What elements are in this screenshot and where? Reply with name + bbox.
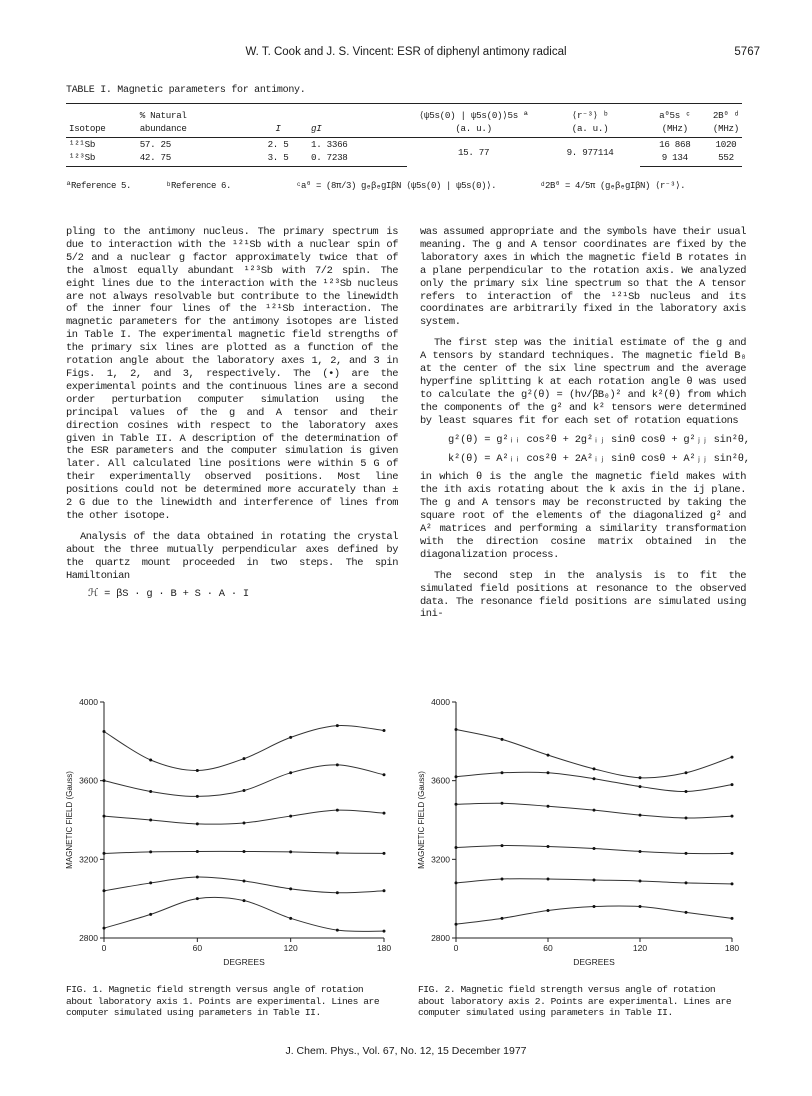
table-header-cell: abundance	[137, 122, 248, 138]
data-point	[685, 817, 688, 820]
data-point	[383, 812, 386, 815]
data-point	[639, 785, 642, 788]
data-point	[336, 929, 339, 932]
data-point	[383, 852, 386, 855]
data-point	[103, 815, 106, 818]
table-header-cell: ⟨ψ5s(0) | ψ5s(0)⟩5s ª	[407, 104, 541, 123]
data-point	[336, 763, 339, 766]
x-tick-label: 120	[283, 943, 298, 953]
data-point	[243, 899, 246, 902]
data-point	[685, 881, 688, 884]
data-point	[289, 850, 292, 853]
table-header-cell: gI	[308, 122, 407, 138]
table-header-cell: 2B⁰ ᵈ	[710, 104, 742, 123]
data-point	[639, 879, 642, 882]
running-title: W. T. Cook and J. S. Vincent: ESR of diphenyl antimony radical	[245, 46, 567, 58]
series-line-2	[456, 772, 732, 791]
data-point	[593, 878, 596, 881]
data-point	[149, 881, 152, 884]
left-text-column	[66, 226, 398, 607]
table-header-cell: (MHz)	[640, 122, 710, 138]
data-point	[243, 850, 246, 853]
y-axis-label: MAGNETIC FIELD (Gauss)	[417, 771, 426, 869]
table-cell: 2. 5	[267, 139, 289, 150]
running-header	[0, 46, 812, 62]
data-point	[501, 878, 504, 881]
x-tick-label: 120	[632, 943, 648, 953]
table-header-cell	[66, 104, 137, 123]
table-cell: ¹²³Sb	[66, 151, 137, 167]
table-header-cell	[248, 104, 308, 123]
journal-footer: J. Chem. Phys., Vol. 67, No. 12, 15 December 1977	[285, 1045, 527, 1057]
data-point	[731, 756, 734, 759]
x-tick-label: 180	[724, 943, 740, 953]
table-footnote: ᵇReference 6.	[166, 181, 232, 191]
data-point	[593, 905, 596, 908]
table-header-cell: (MHz)	[710, 122, 742, 138]
figure-1-chart	[60, 690, 400, 978]
x-tick-label: 180	[376, 943, 392, 953]
paragraph: The first step was the initial estimate of the g and A tensors by standard techniques. The magnetic field B₀ at the center of the six line spectrum and the average hyperfine splitting k at each rotation angle θ was used to calculate the g²(θ) = (hν/βB₀)² and k²(θ) from which the components of the g² and k² tensors were determined by least squares fit for each set of rotation equations	[420, 337, 746, 427]
table-cell: 57. 25	[139, 139, 171, 150]
figure-1-caption: FIG. 1. Magnetic field strength versus angle of rotation about laboratory axis 1. Points are experimental. Lines are computer simulated using parameters in Table II.	[66, 984, 380, 1019]
data-point	[103, 889, 106, 892]
data-point	[547, 909, 550, 912]
data-point	[455, 846, 458, 849]
table-header-cell	[308, 104, 407, 123]
table-cell: 42. 75	[137, 151, 248, 167]
data-point	[685, 790, 688, 793]
data-point	[731, 815, 734, 818]
data-point	[685, 911, 688, 914]
table-cell: 0. 7238	[308, 151, 407, 167]
right-text-column	[420, 226, 750, 621]
data-point	[196, 769, 199, 772]
data-point	[639, 776, 642, 779]
data-point	[289, 815, 292, 818]
y-tick-label: 4000	[431, 697, 450, 707]
equation-k-squared: k²(θ) = A²ᵢᵢ cos²θ + 2A²ᵢⱼ sinθ cosθ + A²ⱼⱼ sin²θ,	[448, 452, 750, 465]
table-footnote: ªReference 5.	[66, 181, 132, 191]
data-point	[336, 852, 339, 855]
data-point	[103, 779, 106, 782]
table-header-cell: I	[248, 122, 308, 138]
y-axis-label: MAGNETIC FIELD (Gauss)	[65, 771, 74, 869]
data-point	[547, 845, 550, 848]
table-caption: TABLE I. Magnetic parameters for antimony.	[66, 85, 306, 96]
data-point	[731, 917, 734, 920]
data-point	[103, 852, 106, 855]
data-point	[149, 850, 152, 853]
y-tick-label: 3600	[79, 775, 98, 786]
data-point	[639, 850, 642, 853]
data-point	[685, 852, 688, 855]
data-point	[731, 852, 734, 855]
data-point	[501, 802, 504, 805]
data-point	[243, 757, 246, 760]
magnetic-parameters-table	[66, 103, 742, 167]
data-point	[336, 809, 339, 812]
table-footnote: ᶜa⁰ = (8π/3) gₑβₑgIβN ⟨ψ5s(0) | ψ5s(0)⟩.	[296, 181, 497, 191]
data-point	[196, 850, 199, 853]
data-point	[547, 771, 550, 774]
data-point	[593, 767, 596, 770]
data-point	[547, 805, 550, 808]
data-point	[103, 730, 106, 733]
table-cell: 1020	[715, 139, 737, 150]
x-axis-label: DEGREES	[223, 957, 265, 967]
data-point	[336, 891, 339, 894]
data-point	[593, 809, 596, 812]
y-tick-label: 3200	[431, 854, 450, 865]
table-cell: 1. 3366	[311, 139, 348, 150]
data-point	[149, 913, 152, 916]
data-point	[196, 822, 199, 825]
paragraph: was assumed appropriate and the symbols have their usual meaning. The g and A tensor coordinates are fixed by the laboratory axes in which the magnetic field B rotates in a plane perpendicular to the rotation axis. We analyzed only the primary six line spectrum so that the A tensor refers to interaction of the ¹²¹Sb nucleus and its coordinates are arbitrarily fixed in the laboratory axis system.	[420, 226, 746, 329]
data-point	[455, 881, 458, 884]
y-tick-label: 3600	[431, 775, 450, 786]
figure-2-chart	[412, 690, 748, 978]
table-cell: 9 134	[640, 151, 710, 167]
series-line-1	[456, 730, 732, 778]
x-tick-label: 0	[101, 943, 107, 953]
data-point	[289, 887, 292, 890]
equation-hamiltonian: ℋ = βS · g · B + S · A · I	[88, 588, 249, 601]
table-header-cell: (a. u.)	[407, 122, 541, 138]
data-point	[547, 878, 550, 881]
data-point	[455, 728, 458, 731]
x-tick-label: 0	[453, 943, 459, 953]
y-tick-label: 2800	[431, 933, 450, 943]
table-row	[66, 138, 742, 152]
data-point	[501, 771, 504, 774]
table-footnote: ᵈ2B⁰ = 4/5π (gₑβₑgIβN) ⟨r⁻³⟩.	[540, 181, 686, 191]
table-cell: 3. 5	[248, 151, 308, 167]
paragraph: The second step in the analysis is to fit the simulated field positions at resonance to the observed data. The resonance field positions are simulated using ini-	[420, 569, 746, 621]
data-point	[289, 736, 292, 739]
data-point	[501, 844, 504, 847]
y-tick-label: 2800	[79, 933, 98, 943]
table-cell: ¹²¹Sb	[69, 139, 96, 150]
data-point	[501, 917, 504, 920]
equation-g-squared: g²(θ) = g²ᵢᵢ cos²θ + 2g²ᵢⱼ sinθ cosθ + g²ⱼⱼ sin²θ,	[448, 433, 750, 446]
data-point	[243, 789, 246, 792]
table-cell-shared-r: 9. 977114	[566, 146, 614, 158]
table-header-row-1	[66, 104, 742, 123]
table-cell: 552	[710, 151, 742, 167]
data-point	[639, 905, 642, 908]
table-header-cell: % Natural	[137, 104, 248, 123]
table-header-cell: a⁰5s ᶜ	[640, 104, 710, 123]
y-tick-label: 4000	[79, 697, 98, 707]
data-point	[383, 930, 386, 933]
data-point	[196, 897, 199, 900]
table-header-cell: ⟨r⁻³⟩ ᵇ	[540, 104, 639, 123]
paragraph: in which θ is the angle the magnetic field makes with the ith axis rotating about the k axis in the ij plane. The g and A tensors may be reconstructed by taking the square root of the elements of the diagonalized g² and A² matrices and performing a similarity transformation with the direction cosine matrix obtained in the diagonalization process.	[420, 471, 746, 561]
table-row	[66, 151, 742, 167]
table-header-cell: Isotope	[66, 122, 137, 138]
data-point	[149, 759, 152, 762]
y-tick-label: 3200	[79, 854, 98, 865]
data-point	[103, 927, 106, 930]
table-header-cell: (a. u.)	[540, 122, 639, 138]
series-line-5	[104, 877, 384, 893]
data-point	[685, 771, 688, 774]
data-point	[593, 777, 596, 780]
data-point	[547, 754, 550, 757]
paragraph: pling to the antimony nucleus. The primary spectrum is due to interaction with the ¹²¹Sb with a nuclear spin of 5/2 and a nuclear g factor approximately twice that of the almost equally abundant ¹²³Sb with 7/2 spin. The eight lines due to the interaction with the ¹²³Sb nucleus are not always resolvable but contribute to the linewidth of the inner four lines of the ¹²¹Sb interaction. The magnetic parameters for the antimony isotopes are listed in Table I. The experimental magnetic field strengths of the primary six lines are plotted as a function of the rotation angle about the laboratory axes 1, 2, and 3 in Figs. 1, 2, and 3, respectively. The (•) are the experimental points and the continuous lines are a second order perturbation computer simulation using the principal values of the g and A tensor and their direction cosines with respect to the laboratory axes given in Table II. A description of the determination of the ESR parameters and the computer simulation is given later. All calculated line positions were within 5 G of their experimentally observed positions. Most line positions could not be determined more accurately than ± 2 G due to the linewidth and interference of lines from the other isotope.	[66, 226, 398, 522]
data-point	[289, 771, 292, 774]
data-point	[196, 795, 199, 798]
paragraph: Analysis of the data obtained in rotating the crystal about the three mutually perpendicular axes defined by the quartz mount proceeded in two steps. The spin Hamiltonian	[66, 530, 398, 582]
x-tick-label: 60	[192, 943, 203, 953]
data-point	[383, 889, 386, 892]
data-point	[383, 729, 386, 732]
table-cell-shared-psi: 15. 77	[457, 146, 490, 158]
data-point	[149, 819, 152, 822]
data-point	[455, 803, 458, 806]
data-point	[196, 876, 199, 879]
data-point	[383, 773, 386, 776]
series-line-6	[456, 906, 732, 924]
table-cell: 16 868	[659, 139, 691, 150]
series-line-1	[104, 725, 384, 770]
data-point	[593, 847, 596, 850]
x-tick-label: 60	[543, 943, 553, 953]
figure-2-caption: FIG. 2. Magnetic field strength versus angle of rotation about laboratory axis 2. Points are experimental. Lines are computer simulated using parameters in Table II.	[418, 984, 732, 1019]
page-number: 5767	[734, 46, 760, 58]
data-point	[731, 783, 734, 786]
series-line-6	[104, 897, 384, 931]
data-point	[501, 738, 504, 741]
data-point	[243, 821, 246, 824]
x-axis-label: DEGREES	[573, 957, 615, 967]
data-point	[455, 775, 458, 778]
data-point	[149, 790, 152, 793]
table-header-row-2	[66, 122, 742, 138]
data-point	[639, 814, 642, 817]
data-point	[243, 879, 246, 882]
data-point	[455, 923, 458, 926]
data-point	[731, 882, 734, 885]
data-point	[289, 917, 292, 920]
data-point	[336, 724, 339, 727]
